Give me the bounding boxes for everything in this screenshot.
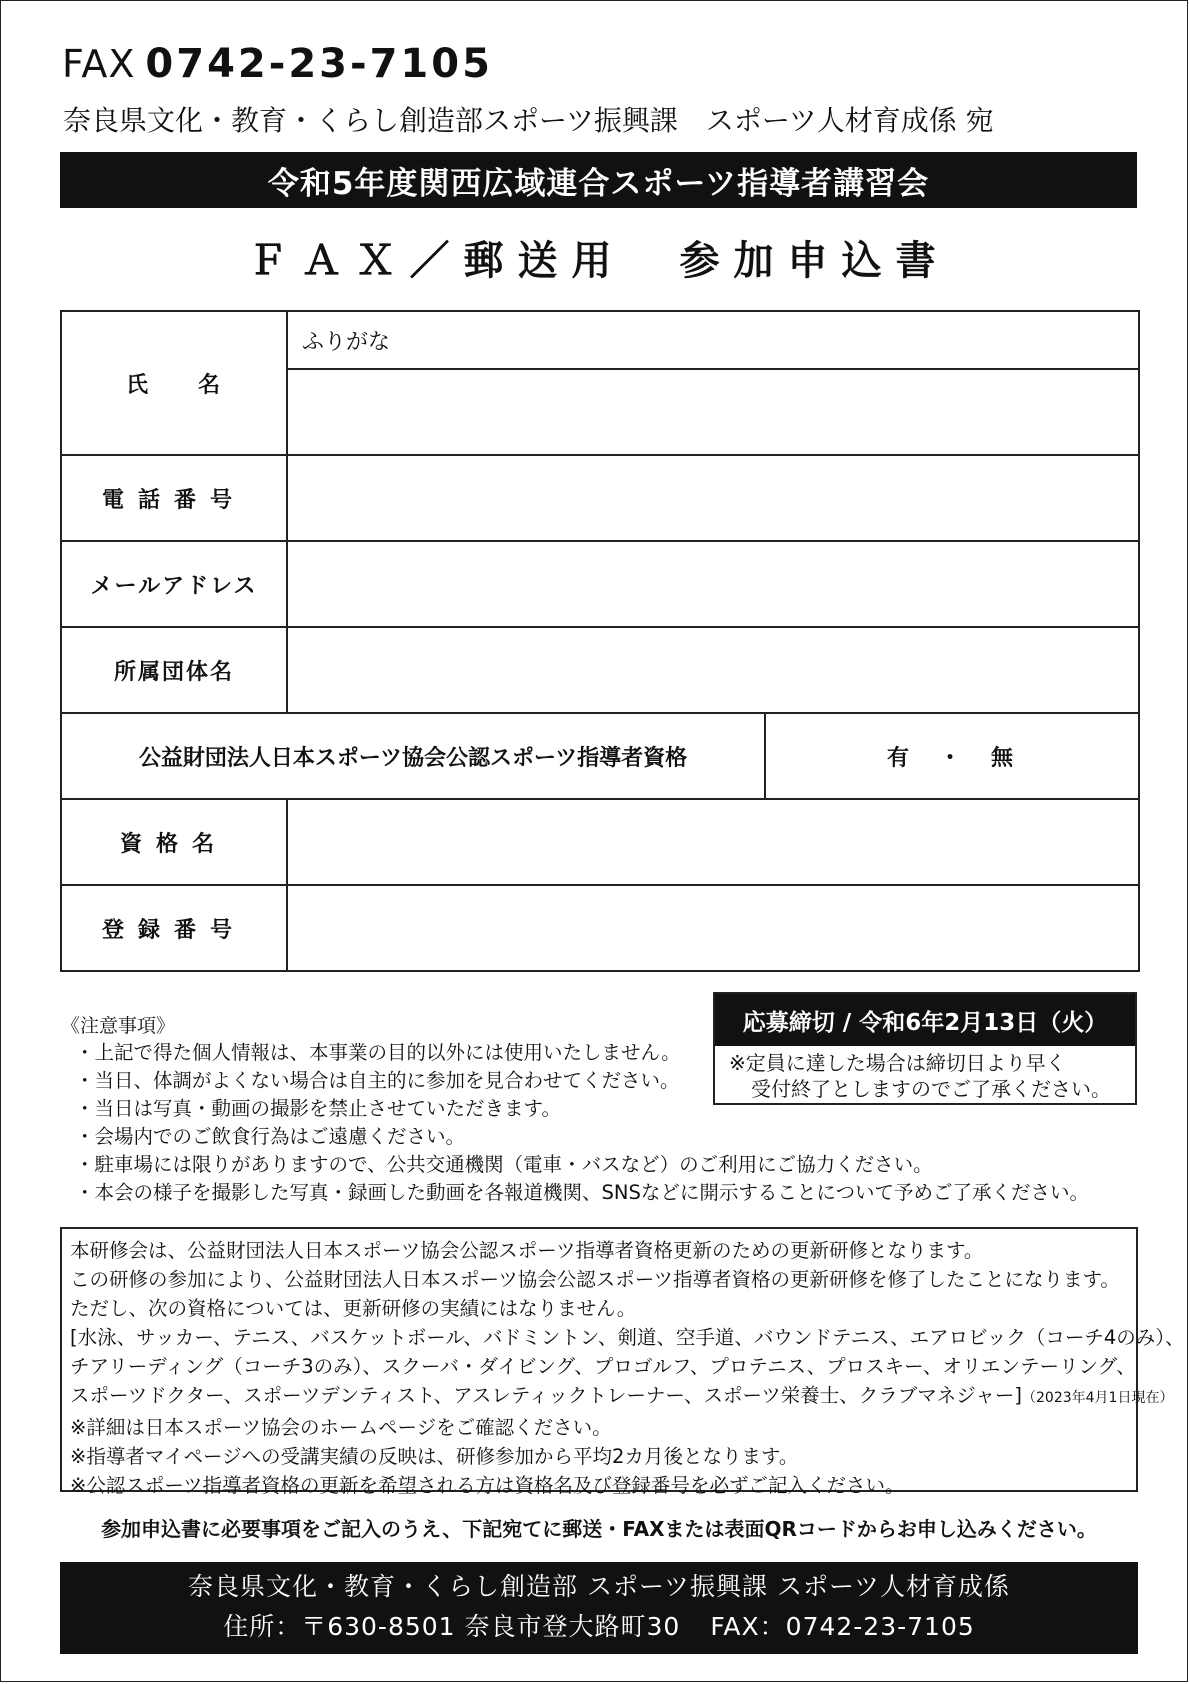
qualification-label: 公益財団法人日本スポーツ協会公認スポーツ指導者資格 bbox=[61, 713, 765, 799]
registration-number-label: 登録番号 bbox=[61, 885, 287, 971]
furigana-label: ふりがな bbox=[302, 329, 391, 355]
fax-prefix: FAX bbox=[62, 42, 136, 86]
info-line: チアリーディング（コーチ3のみ）、スクーバ・ダイビング、プロゴルフ、プロテニス、プロスキー、オリエンテーリング、 bbox=[70, 1355, 1136, 1378]
qualification-name-label: 資格名 bbox=[61, 799, 287, 885]
deadline-title: 応募締切 / 令和6年2月13日（火） bbox=[715, 994, 1135, 1046]
destination-line: 奈良県文化・教育・くらし創造部スポーツ振興課 スポーツ人材育成係 宛 bbox=[63, 104, 994, 137]
registration-number-field[interactable] bbox=[287, 885, 1139, 971]
deadline-note-line: ※定員に達した場合は締切日より早く bbox=[729, 1051, 1066, 1075]
info-line-text: スポーツドクター、スポーツデンティスト、アスレティックトレーナー、スポーツ栄養士、クラブマネジャー] bbox=[70, 1384, 1022, 1407]
note-item: ・当日、体調がよくない場合は自主的に参加を見合わせてください。 bbox=[75, 1069, 680, 1092]
note-item: ・駐車場には限りがありますので、公共交通機関（電車・バスなど）のご利用にご協力ください。 bbox=[75, 1153, 933, 1176]
email-field[interactable] bbox=[287, 541, 1139, 627]
form-title: ＦＡＸ／郵送用 参加申込書 bbox=[247, 238, 950, 284]
fax-header bbox=[62, 41, 493, 87]
note-item: ・当日は写真・動画の撮影を禁止させていただきます。 bbox=[75, 1097, 561, 1120]
info-line: ※公認スポーツ指導者資格の更新を希望される方は資格名及び登録番号を必ずご記入ください。 bbox=[70, 1474, 905, 1497]
info-line: [水泳、サッカー、テニス、バスケットボール、バドミントン、剣道、空手道、バウンドテニス、エアロビック（コーチ4のみ）、 bbox=[70, 1326, 1185, 1349]
submission-instruction: 参加申込書に必要事項をご記入のうえ、下記宛てに郵送・FAXまたは表面QRコードからお申し込みください。 bbox=[101, 1517, 1097, 1541]
footer-fax: FAX：0742-23-7105 bbox=[710, 1612, 975, 1641]
info-date-note: （2023年4月1日現在） bbox=[1022, 1390, 1174, 1406]
name-label: 氏 名 bbox=[61, 311, 287, 455]
info-line: この研修の参加により、公益財団法人日本スポーツ協会公認スポーツ指導者資格の更新研修を修了したことになります。 bbox=[70, 1268, 1120, 1291]
org-label: 所属団体名 bbox=[61, 627, 287, 713]
application-table bbox=[60, 310, 1140, 972]
footer-address: 住所：〒630-8501 奈良市登大路町30 bbox=[223, 1612, 681, 1641]
fax-number: 0742-23-7105 bbox=[145, 41, 493, 87]
name-field[interactable] bbox=[287, 369, 1139, 455]
footer-department: 奈良県文化・教育・くらし創造部 スポーツ振興課 スポーツ人材育成係 bbox=[188, 1572, 1010, 1601]
deadline-note-line: 受付終了としますのでご了承ください。 bbox=[751, 1077, 1111, 1101]
qualification-yes-no[interactable]: 有 ・ 無 bbox=[765, 713, 1139, 799]
phone-field[interactable] bbox=[287, 455, 1139, 541]
info-line: ただし、次の資格については、更新研修の実績にはなりません。 bbox=[70, 1297, 637, 1320]
phone-label: 電話番号 bbox=[61, 455, 287, 541]
note-item: ・会場内でのご飲食行為はご遠慮ください。 bbox=[75, 1125, 466, 1148]
footer-contact bbox=[60, 1562, 1138, 1654]
info-box bbox=[60, 1227, 1185, 1497]
info-line: ※指導者マイページへの受講実績の反映は、研修参加から平均2カ月後となります。 bbox=[70, 1445, 799, 1468]
notes-title: 《注意事項》 bbox=[61, 1015, 176, 1037]
furigana-field[interactable] bbox=[287, 311, 1139, 369]
info-line: ※詳細は日本スポーツ協会のホームページをご確認ください。 bbox=[70, 1416, 612, 1439]
email-label: メールアドレス bbox=[61, 541, 287, 627]
footer-address-line bbox=[60, 1607, 1138, 1647]
qualification-name-field[interactable] bbox=[287, 799, 1139, 885]
note-item: ・本会の様子を撮影した写真・録画した動画を各報道機関、SNSなどに開示することについて予めご了承ください。 bbox=[75, 1181, 1089, 1204]
info-line: 本研修会は、公益財団法人日本スポーツ協会公認スポーツ指導者資格更新のための更新研修となります。 bbox=[70, 1239, 984, 1262]
info-line bbox=[70, 1381, 1174, 1413]
org-field[interactable] bbox=[287, 627, 1139, 713]
note-item: ・上記で得た個人情報は、本事業の目的以外には使用いたしません。 bbox=[75, 1041, 681, 1064]
deadline-box bbox=[713, 992, 1137, 1105]
deadline-note bbox=[715, 1046, 1135, 1102]
event-title-banner: 令和5年度関西広域連合スポーツ指導者講習会 bbox=[60, 152, 1137, 208]
